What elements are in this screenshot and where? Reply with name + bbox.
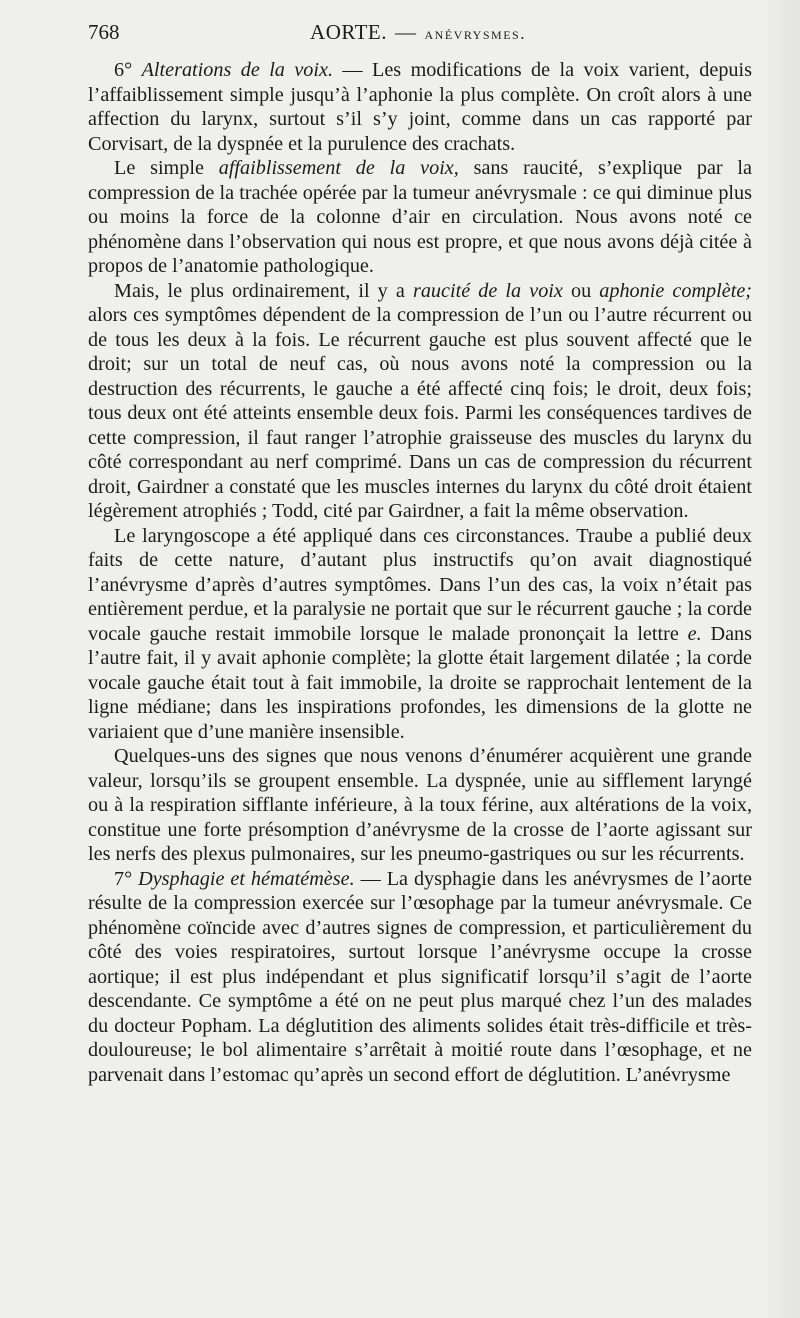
running-title [88,20,748,45]
paragraph-text: alors ces symptômes dépendent de la compression de l’un ou l’autre récurrent ou de tous les deux à la fois. Le récurrent gauche est plus souvent affecté que le droit; sur un total de neuf cas, où nous avons noté la compression ou la destruction des récurrents, le gauche a été affecté cinq fois; le droit, deux fois; tous deux ont été atteints ensemble deux fois. Parmi les conséquences tardives de cette compression, il faut ranger l’atrophie graisseuse des muscles du larynx du côté correspondant au nerf comprimé. Dans un cas de compression du récurrent droit, Gairdner a constaté que les muscles internes du larynx du côté droit étaient légèrement atrophiés ; Todd, cité par Gairdner, a fait la même observation. [88,304,752,522]
italic-term: aphonie complète; [599,279,752,302]
page-number: 768 [88,20,120,44]
paragraph-signs-grouped [88,744,752,867]
page-edge-shadow [760,0,800,1318]
paragraph-text: Quelques-uns des signes que nous venons d’énumérer acquièrent une grande valeur, lorsqu’ils se groupent ensemble. La dyspnée, unie au sifflement laryngé ou à la respiration sifflante inférieure, à la toux férine, aux altérations de la voix, constitue une forte présomption d’anévrysme de la crosse de l’aorte agissant sur les nerfs des plexus pulmonaires, sur les pneumo-gastriques ou sur les récurrents. [88,745,752,865]
paragraph-lead: Le simple [114,157,219,179]
section-number: 7° [114,867,139,890]
running-title-sub: anévrysmes. [424,24,526,43]
italic-term: affaiblissement de la voix, [218,157,459,179]
paragraph-weakening [88,156,752,279]
italic-letter: e. [687,622,702,645]
body-text [88,58,752,1087]
paragraph-laryngoscope [88,524,752,745]
paragraph-connector: ou [562,279,600,302]
paragraph-text-tail: Dans l’autre fait, il y avait aphonie complète; la glotte était largement dilatée ; la corde vocale gauche était tout à fait immobile, la droite se rapprochait lentement de la ligne médiane; dans les inspirations profondes, les dimensions de la glotte ne variaient que d’une manière insensible. [88,622,752,743]
running-title-main: AORTE. [310,20,388,44]
paragraph-voice-alterations [88,58,752,156]
paragraph-text: — La dysphagie dans les anévrysmes de l’aorte résulte de la compression exercée sur l’œsophage par la tumeur anévrysmale. Ce phénomène coïncide avec d’autres signes de compression, et particulièrement du côté des voies respiratoires, surtout lorsque l’anévrysme occupe la crosse aortique; il est plus indépendant et plus significatif lorsqu’il s’agit de l’aorte descendante. Ce symptôme a été on ne peut plus marqué chez l’un des malades du docteur Popham. La déglutition des aliments solides était très-difficile et très-douloureuse; le bol alimentaire s’arrêtait à moitié route dans l’œsophage, et ne parvenait dans l’estomac qu’après un second effort de déglutition. L’anévrysme [88,867,753,1086]
italic-term: raucité de la voix [412,279,563,302]
running-header [88,14,748,44]
paragraph-hoarseness [88,279,752,524]
section-heading: Dysphagie et hématémèse. [138,867,355,890]
running-title-separator: — [395,20,417,44]
paragraph-text: Le laryngoscope a été appliqué dans ces circonstances. Traube a publié deux faits de cette nature, d’autant plus instructifs qu’on avait diagnostiqué l’anévrysme d’après d’autres symptômes. Dans l’un des cas, la voix n’était pas entièrement perdue, et la paralysie ne portait que sur le récurrent gauche ; la corde vocale gauche restait immobile lorsque le malade prononçait la lettre [88,524,752,645]
paragraph-lead: Mais, le plus ordinairement, il y a [114,279,413,302]
paragraph-text: — Les modifications de la voix varient, depuis l’affaiblissement simple jusqu’à l’aphonie la plus complète. On croît alors à une affection du larynx, surtout s’il s’y joint, comme dans un cas rapporté par Corvisart, de la dyspnée et la purulence des crachats. [88,59,752,155]
paragraph-dysphagia [88,867,752,1088]
section-number: 6° [114,59,142,81]
section-heading: Alterations de la voix. [141,59,333,81]
paragraph-text: sans raucité, s’explique par la compression de la trachée opérée par la tumeur anévrysmale : ce qui diminue plus ou moins la force de la colonne d’air en circulation. Nous avons noté ce phénomène dans l’observation qui nous est propre, et que nous avons déjà citée à propos de l’anatomie pathologique. [88,157,752,277]
